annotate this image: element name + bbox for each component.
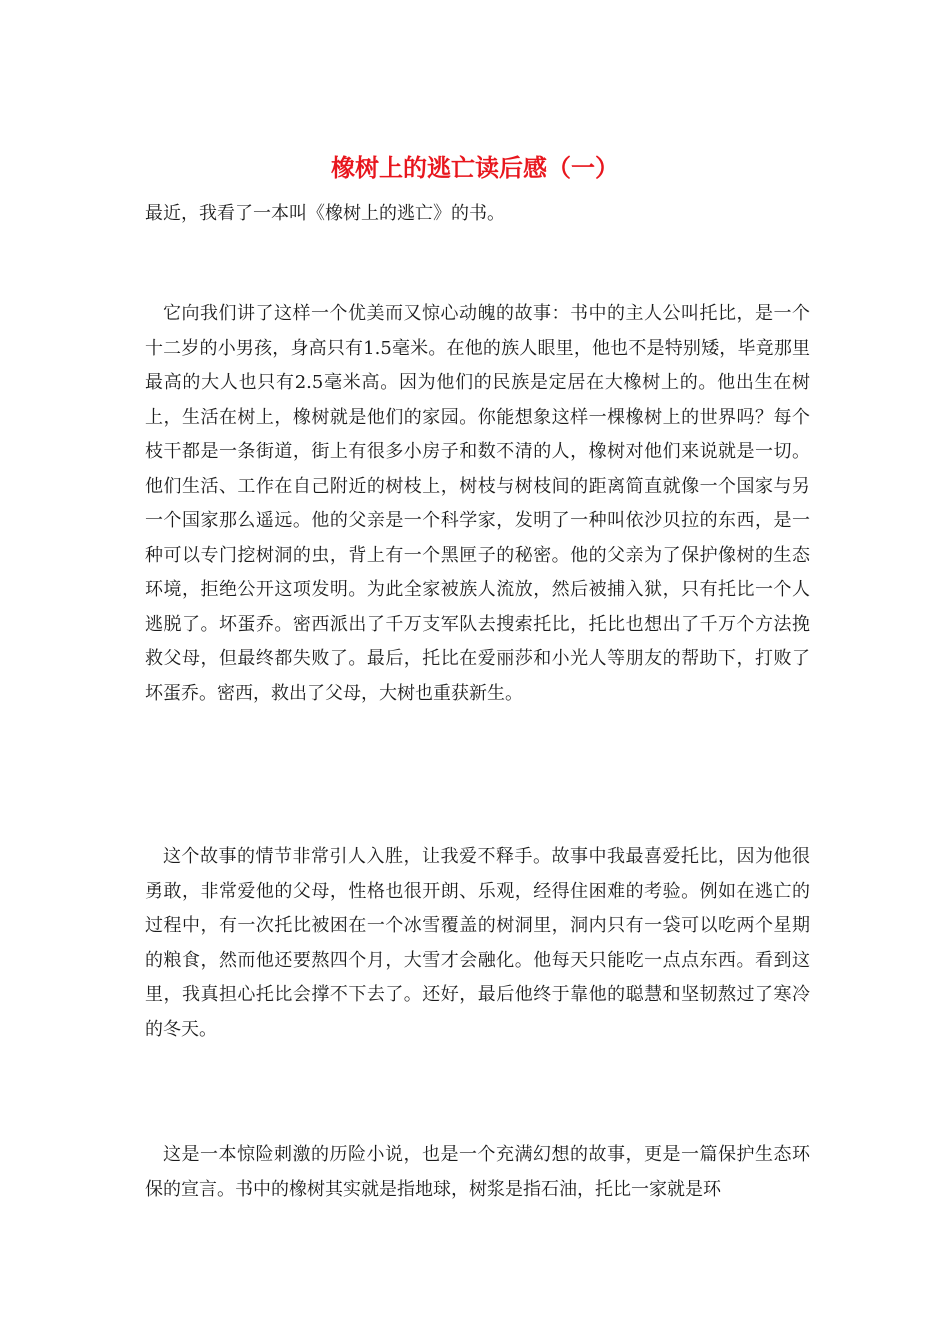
intro-paragraph: 最近，我看了一本叫《橡树上的逃亡》的书。 — [145, 203, 505, 224]
document-title: 橡树上的逃亡读后感（一） — [331, 153, 619, 182]
body-paragraph-1: 它向我们讲了这样一个优美而又惊心动魄的故事：书中的主人公叫托比，是一个十二岁的小男孩，身高只有1.5毫米。在他的族人眼里，他也不是特别矮，毕竟那里最高的大人也只有2.5毫米高。因为他们的民族是定居在大橡树上的。他出生在树上，生活在树上，橡树就是他们的家园。你能想象这样一棵橡树上的世界吗？每个枝干都是一条街道，街上有很多小房子和数不清的人，橡树对他们来说就是一切。他们生活、工作在自己附近的树枝上，树枝与树枝间的距离简直就像一个国家与另一个国家那么遥远。他的父亲是一个科学家，发明了一种叫依沙贝拉的东西，是一种可以专门挖树洞的虫，背上有一个黑匣子的秘密。他的父亲为了保护像树的生态环境，拒绝公开这项发明。为此全家被族人流放，然后被捕入狱，只有托比一个人逃脱了。坏蛋乔。密西派出了千万支军队去搜索托比，托比也想出了千万个方法挽救父母，但最终都失败了。最后，托比在爱丽莎和小光人等朋友的帮助下，打败了坏蛋乔。密西，救出了父母，大树也重获新生。 — [145, 303, 810, 704]
body-paragraph-3: 这是一本惊险刺激的历险小说，也是一个充满幻想的故事，更是一篇保护生态环保的宣言。书中的橡树其实就是指地球，树浆是指石油，托比一家就是环 — [145, 1144, 810, 1200]
body-paragraph-2: 这个故事的情节非常引人入胜，让我爱不释手。故事中我最喜爱托比，因为他很勇敢，非常爱他的父母，性格也很开朗、乐观，经得住困难的考验。例如在逃亡的过程中，有一次托比被困在一个冰雪覆盖的树洞里，洞内只有一袋可以吃两个星期的粮食，然而他还要熬四个月，大雪才会融化。他每天只能吃一点点东西。看到这里，我真担心托比会撑不下去了。还好，最后他终于靠他的聪慧和坚韧熬过了寒冷的冬天。 — [145, 846, 810, 1040]
